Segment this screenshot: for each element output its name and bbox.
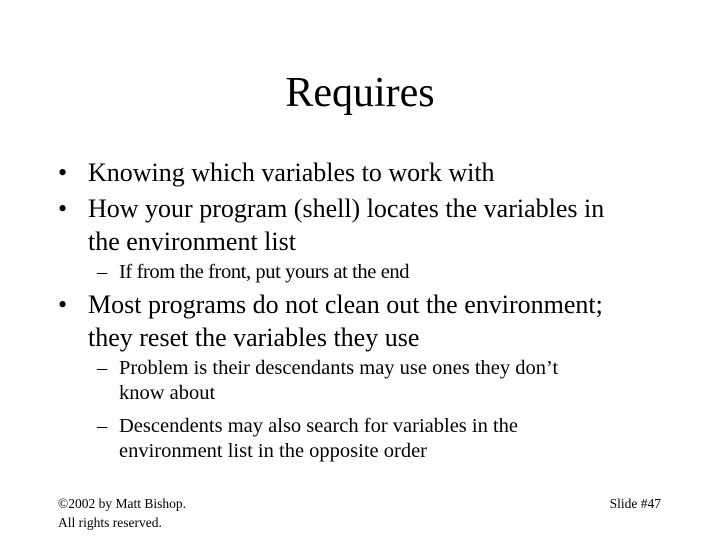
slide-title: Requires	[285, 70, 435, 116]
bullet-text: Most programs do not clean out the environment;	[88, 290, 603, 319]
slide-number: Slide #47	[609, 496, 661, 511]
sub-bullet-text: Problem is their descendants may use ones they don’t	[119, 357, 559, 379]
bullet-item	[58, 156, 668, 189]
bullet-text: Knowing which variables to work with	[88, 158, 495, 187]
bullet-text: the environment list	[88, 227, 296, 256]
bullet-list	[58, 156, 668, 464]
sub-bullet-marker: –	[97, 415, 108, 437]
bullet-marker: •	[58, 194, 68, 223]
bullet-text: they reset the variables they use	[88, 323, 420, 352]
sub-bullet-item	[58, 356, 668, 406]
sub-bullet-marker: –	[97, 357, 108, 379]
copyright-line: ©2002 by Matt Bishop.	[58, 496, 187, 511]
sub-bullet-item	[58, 414, 668, 464]
bullet-text: How your program (shell) locates the variables in	[88, 194, 605, 223]
sub-bullet-text: know about	[119, 382, 216, 404]
sub-bullet-marker: –	[97, 261, 107, 283]
bullet-marker: •	[58, 290, 68, 319]
rights-line: All rights reserved.	[58, 515, 162, 530]
sub-bullet-text: environment list in the opposite order	[119, 440, 428, 462]
bullet-item	[58, 288, 668, 354]
bullet-marker: •	[58, 158, 68, 187]
sub-bullet-text: If from the front, put yours at the end	[119, 261, 410, 283]
sub-bullet-item	[58, 260, 668, 285]
bullet-item	[58, 192, 668, 258]
sub-bullet-text: Descendents may also search for variables in the	[119, 415, 519, 437]
footer-copyright	[58, 494, 186, 532]
